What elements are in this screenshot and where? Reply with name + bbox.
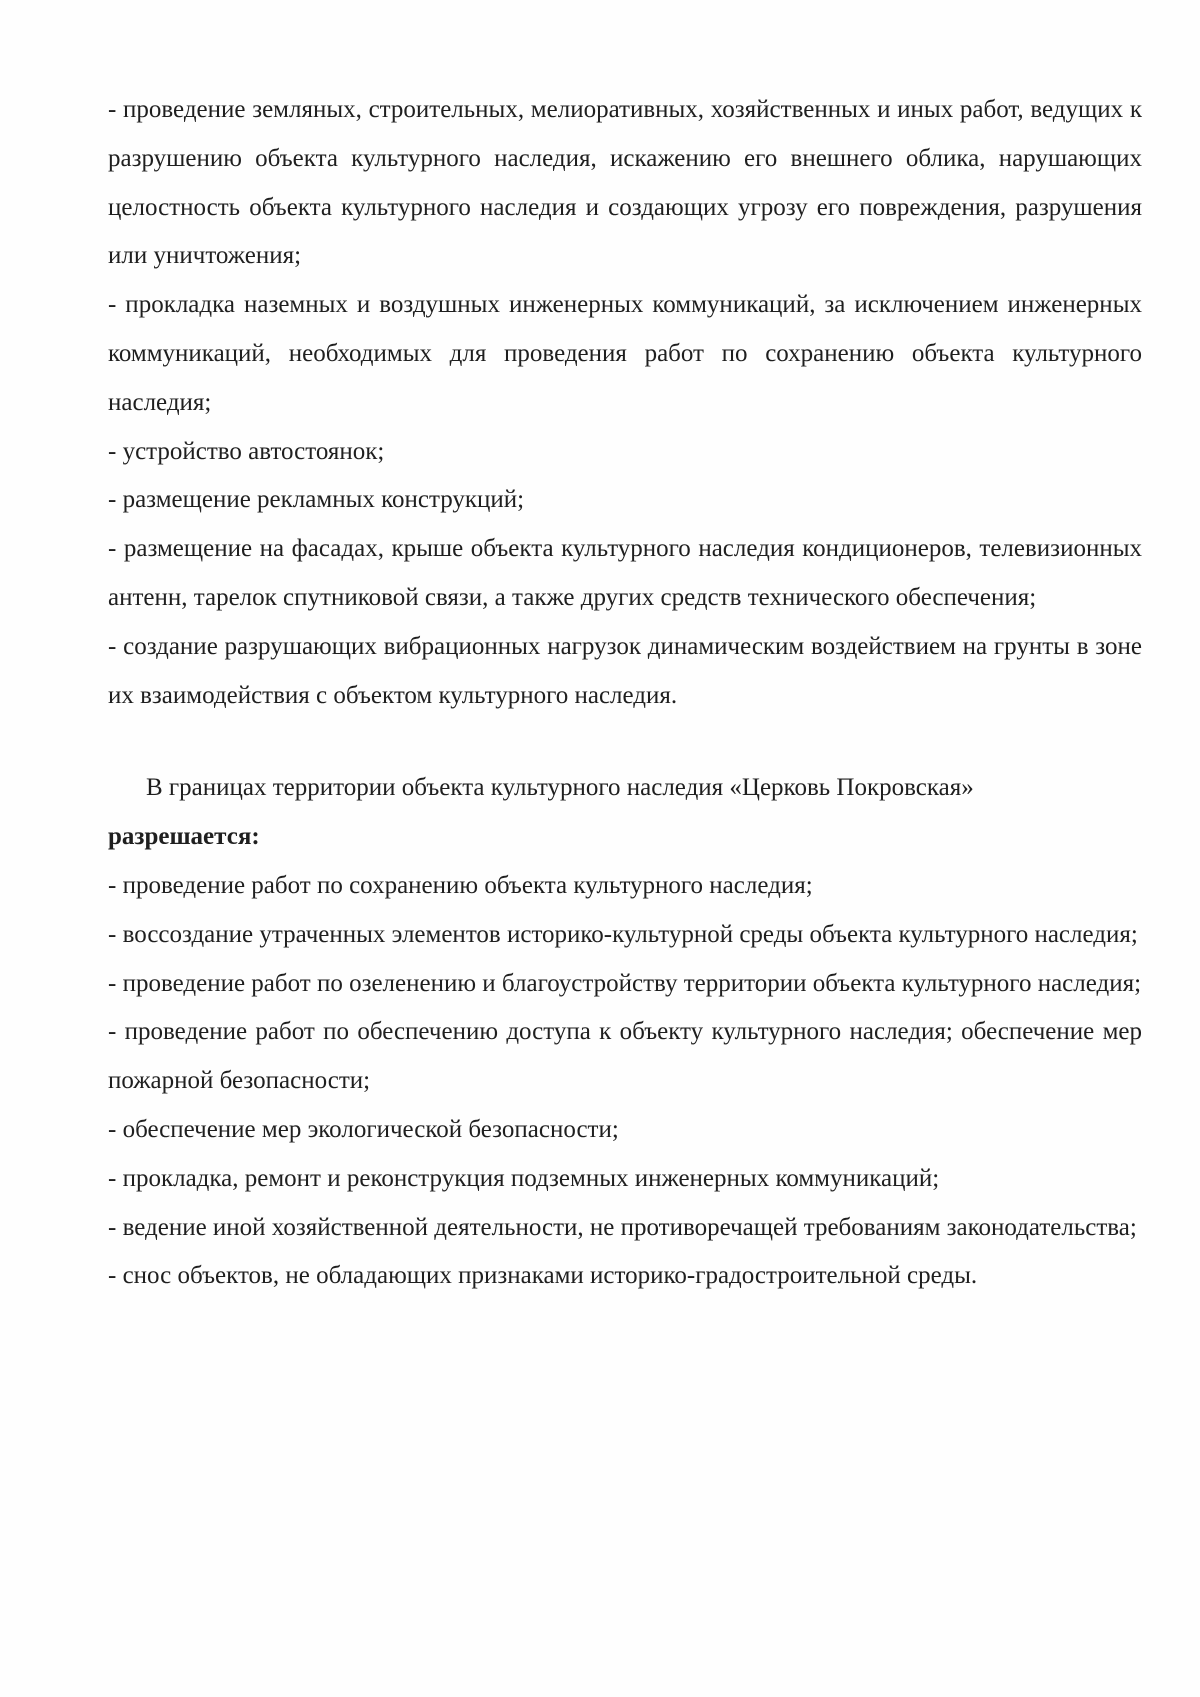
prohibited-item: - размещение рекламных конструкций; <box>108 486 525 514</box>
permitted-heading: разрешается: <box>108 823 260 851</box>
prohibited-item: - размещение на фасадах, крыше объекта культурного наследия кондиционеров, телевизионных антенн, тарелок спутниковой связи, а также других средств технического обеспечения; <box>108 535 1142 611</box>
permitted-item: - проведение работ по обеспечению доступа к объекту культурного наследия; обеспечение мер пожарной безопасности; <box>108 1018 1142 1095</box>
permitted-item: - воссоздание утраченных элементов историко-культурной среды объекта культурного наследия; <box>108 920 1138 948</box>
permitted-item: - прокладка, ремонт и реконструкция подземных инженерных коммуникаций; <box>108 1164 940 1192</box>
permitted-item: - обеспечение мер экологической безопасности; <box>108 1115 619 1143</box>
prohibited-item: - создание разрушающих вибрационных нагрузок динамическим воздействием на грунты в зоне их взаимодействия с объектом культурного наследия. <box>108 632 1142 709</box>
prohibited-item: - прокладка наземных и воздушных инженерных коммуникаций, за исключением инженерных коммуникаций, необходимых для проведения работ по сохранению объекта культурного наследия; <box>108 291 1142 416</box>
prohibited-item: - проведение земляных, строительных, мелиоративных, хозяйственных и иных работ, ведущих к разрушению объекта культурного наследия, искажению его внешнего облика, нарушающих целостность объекта культурного наследия и создающих угрозу его повреждения, разрушения или уничтожения; <box>108 96 1142 270</box>
permitted-item: - проведение работ по сохранению объекта культурного наследия; <box>108 871 813 899</box>
section-gap <box>108 720 1142 764</box>
permitted-item: - снос объектов, не обладающих признаками историко-градостроительной среды. <box>108 1262 978 1290</box>
document-body <box>108 86 1142 1301</box>
prohibited-item: - устройство автостоянок; <box>108 437 385 465</box>
permitted-item: - ведение иной хозяйственной деятельности, не противоречащей требованиям законодательства; <box>108 1213 1137 1241</box>
permitted-item: - проведение работ по озеленению и благоустройству территории объекта культурного наследия; <box>108 969 1142 997</box>
permitted-intro: В границах территории объекта культурного наследия «Церковь Покровская» <box>146 774 974 802</box>
